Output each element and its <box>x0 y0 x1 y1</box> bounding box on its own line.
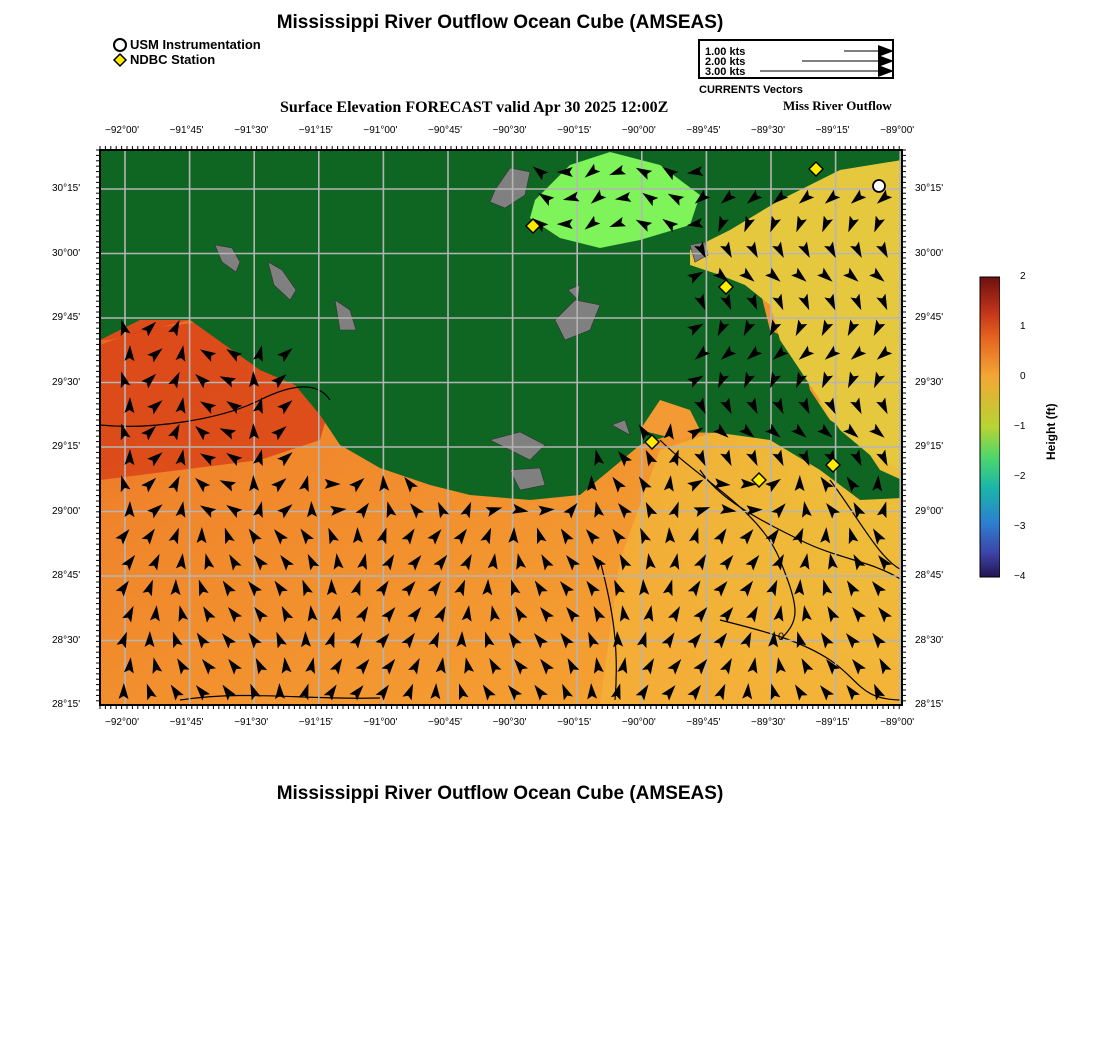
vector-legend-caption: CURRENTS Vectors <box>699 84 803 96</box>
longitude-tick-label: −91°45' <box>169 125 204 136</box>
latitude-tick-label: 29°15' <box>52 441 81 452</box>
latitude-tick-label: 28°45' <box>52 570 81 581</box>
colorbar-scale <box>980 277 1000 577</box>
longitude-tick-label: −90°30' <box>492 717 527 728</box>
colorbar-label: 0 <box>1020 371 1026 382</box>
latitude-tick-label: 29°15' <box>915 441 944 452</box>
longitude-tick-label: −91°15' <box>298 125 333 136</box>
usm-station <box>873 180 885 192</box>
latitude-tick-label: 29°00' <box>915 505 944 517</box>
longitude-tick-label: −89°15' <box>815 125 850 136</box>
colorbar-label: −4 <box>1014 571 1026 582</box>
vector-speed-1: 1.00 kts <box>705 46 746 58</box>
longitude-tick-label: −89°00' <box>880 125 915 136</box>
latitude-tick-label: 29°30' <box>52 376 81 388</box>
colorbar-title: Height (ft) <box>1044 403 1058 460</box>
longitude-tick-label: −91°30' <box>234 717 269 728</box>
longitude-tick-label: −89°15' <box>815 717 850 728</box>
second-figure-title: Mississippi River Outflow Ocean Cube (AMSEAS) <box>276 783 724 804</box>
ndbc-legend-label: NDBC Station <box>130 52 216 67</box>
latitude-tick-label: 28°30' <box>915 634 944 646</box>
latitude-tick-label: 30°15' <box>915 183 944 194</box>
colorbar-label: 2 <box>1020 271 1026 282</box>
vector-speed-3: 3.00 kts <box>705 66 746 78</box>
longitude-tick-label: −90°00' <box>621 125 656 136</box>
latitude-tick-label: 29°30' <box>915 376 944 388</box>
map-subtitle: Surface Elevation FORECAST valid Apr 30 2025 12:00Z <box>280 99 669 116</box>
vector-speed-2: 2.00 kts <box>705 56 746 68</box>
longitude-tick-label: −90°45' <box>428 717 462 728</box>
longitude-tick-label: −89°30' <box>751 717 785 728</box>
longitude-tick-label: −90°15' <box>557 125 592 136</box>
longitude-tick-label: −91°00' <box>363 717 398 728</box>
latitude-tick-label: 30°00' <box>52 247 81 259</box>
colorbar <box>980 277 1000 577</box>
map-field <box>100 150 902 705</box>
region-label: Miss River Outflow <box>783 98 892 113</box>
longitude-tick-label: −90°45' <box>428 125 462 136</box>
longitude-tick-label: −91°45' <box>169 717 204 728</box>
latitude-tick-label: 28°15' <box>52 699 81 710</box>
latitude-tick-label: 28°30' <box>52 634 81 646</box>
longitude-tick-label: −90°00' <box>621 717 656 728</box>
longitude-tick-label: −91°15' <box>298 717 333 728</box>
latitude-tick-label: 28°45' <box>915 570 944 581</box>
longitude-tick-label: −91°30' <box>234 125 269 136</box>
contour-label: 0 <box>778 631 785 643</box>
colorbar-label: 1 <box>1020 321 1026 332</box>
latitude-tick-label: 29°45' <box>915 312 944 323</box>
latitude-tick-label: 30°15' <box>52 183 81 194</box>
latitude-tick-label: 29°00' <box>52 505 81 517</box>
longitude-tick-label: −90°30' <box>492 125 527 136</box>
longitude-tick-label: −89°00' <box>880 717 915 728</box>
usm-legend-label: USM Instrumentation <box>130 37 261 52</box>
colorbar-label: −1 <box>1014 421 1026 432</box>
longitude-tick-label: −90°15' <box>557 717 592 728</box>
longitude-tick-label: −89°45' <box>686 717 721 728</box>
latitude-tick-label: 30°00' <box>915 247 944 259</box>
latitude-tick-label: 29°45' <box>52 312 81 323</box>
longitude-tick-label: −89°45' <box>686 125 721 136</box>
longitude-tick-label: −92°00' <box>105 125 139 136</box>
longitude-tick-label: −89°30' <box>751 125 785 136</box>
colorbar-label: −3 <box>1014 521 1026 532</box>
latitude-tick-label: 28°15' <box>915 699 944 710</box>
colorbar-label: −2 <box>1014 471 1026 482</box>
figure-title: Mississippi River Outflow Ocean Cube (AMSEAS) <box>276 12 724 33</box>
longitude-tick-label: −92°00' <box>105 717 139 728</box>
longitude-tick-label: −91°00' <box>363 125 398 136</box>
